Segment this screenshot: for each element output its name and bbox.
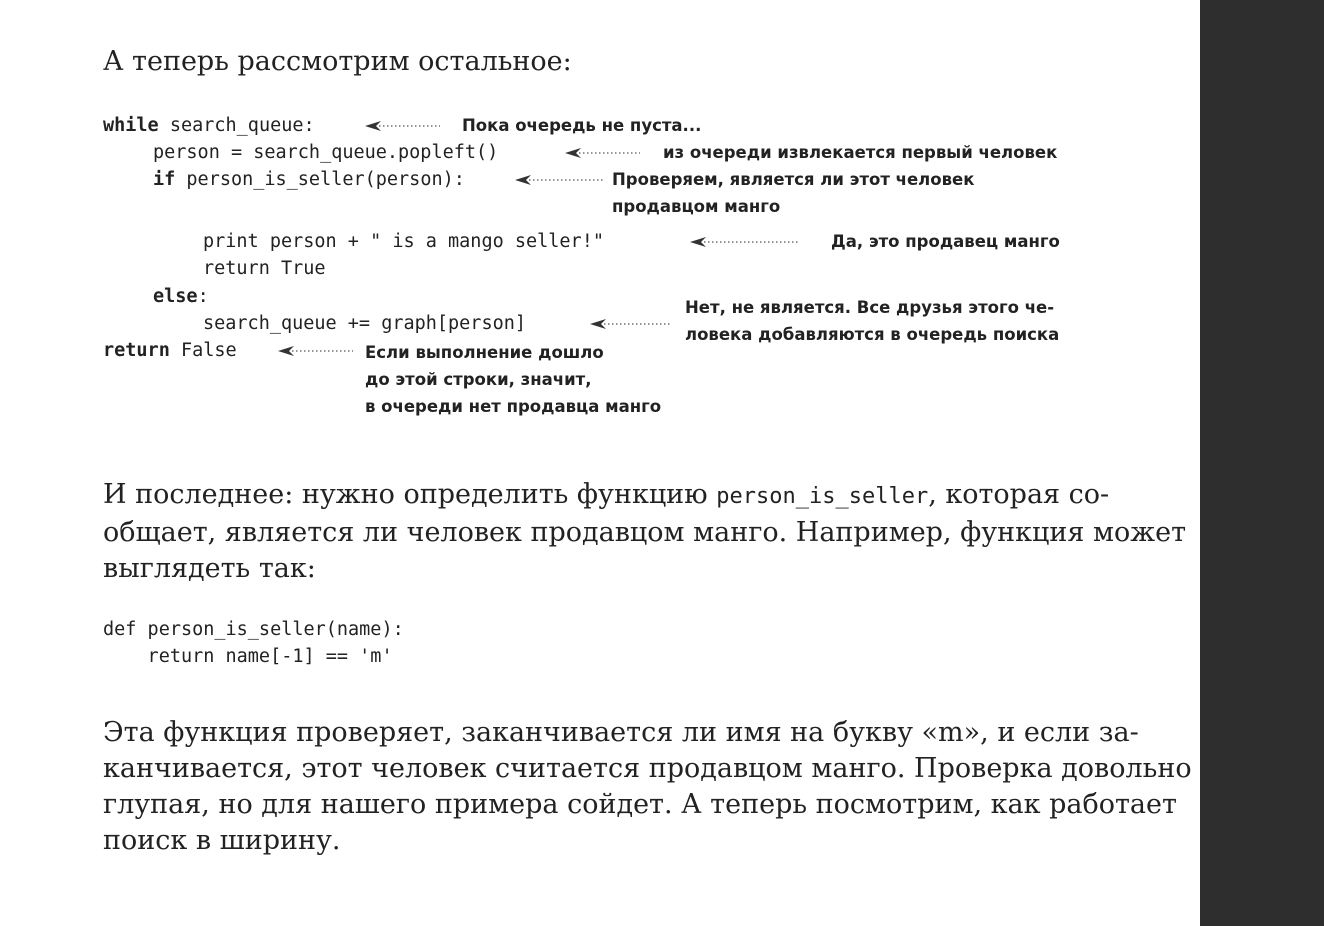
note-while: Пока очередь не пуста... xyxy=(462,116,702,135)
arrow-icon xyxy=(278,345,353,357)
code-line-return-false: return False xyxy=(103,340,237,361)
arrow-icon xyxy=(515,174,603,186)
intro-text: А теперь рассмотрим остальное: xyxy=(103,46,572,77)
note-return: Если выполнение дошло до этой строки, значит, в очереди нет продавца манго xyxy=(365,343,662,416)
code-line-return-check: return name[-1] == 'm' xyxy=(103,646,393,667)
paragraph-function-intro: И последнее: нужно определить функцию person_is_seller, которая со- общает, является ли человек продавцом манго. Например, функция может выглядеть так: xyxy=(103,479,1187,584)
arrow-icon xyxy=(365,120,440,132)
note-yes: Да, это продавец манго xyxy=(831,232,1060,251)
arrow-icon xyxy=(565,147,640,159)
code-line-return-true: return True xyxy=(203,258,326,279)
note-check: Проверяем, является ли этот человек продавцом манго xyxy=(612,170,975,216)
code-line-popleft: person = search_queue.popleft() xyxy=(153,142,499,163)
arrow-icon xyxy=(690,236,798,248)
note-popleft: из очереди извлекается первый человек xyxy=(663,143,1058,162)
note-no: Нет, не является. Все друзья этого че- ловека добавляются в очередь поиска xyxy=(685,298,1060,344)
code-line-print: print person + " is a mango seller!" xyxy=(203,231,604,252)
arrow-icon xyxy=(590,318,670,330)
code-line-enqueue: search_queue += graph[person] xyxy=(203,313,527,334)
code-line-if: if person_is_seller(person): xyxy=(153,169,465,190)
code-line-else: else: xyxy=(153,286,209,307)
paragraph-explanation: Эта функция проверяет, заканчивается ли имя на букву «m», и если за- канчивается, этот человек считается продавцом манго. Проверка довольно глупая, но для нашего примера сойдет. А теперь посмотрим, как работает поиск в ширину. xyxy=(103,717,1192,856)
code-line-def: def person_is_seller(name): xyxy=(103,619,404,640)
code-line-while: while search_queue: xyxy=(103,115,315,136)
right-sidebar xyxy=(1200,0,1324,926)
